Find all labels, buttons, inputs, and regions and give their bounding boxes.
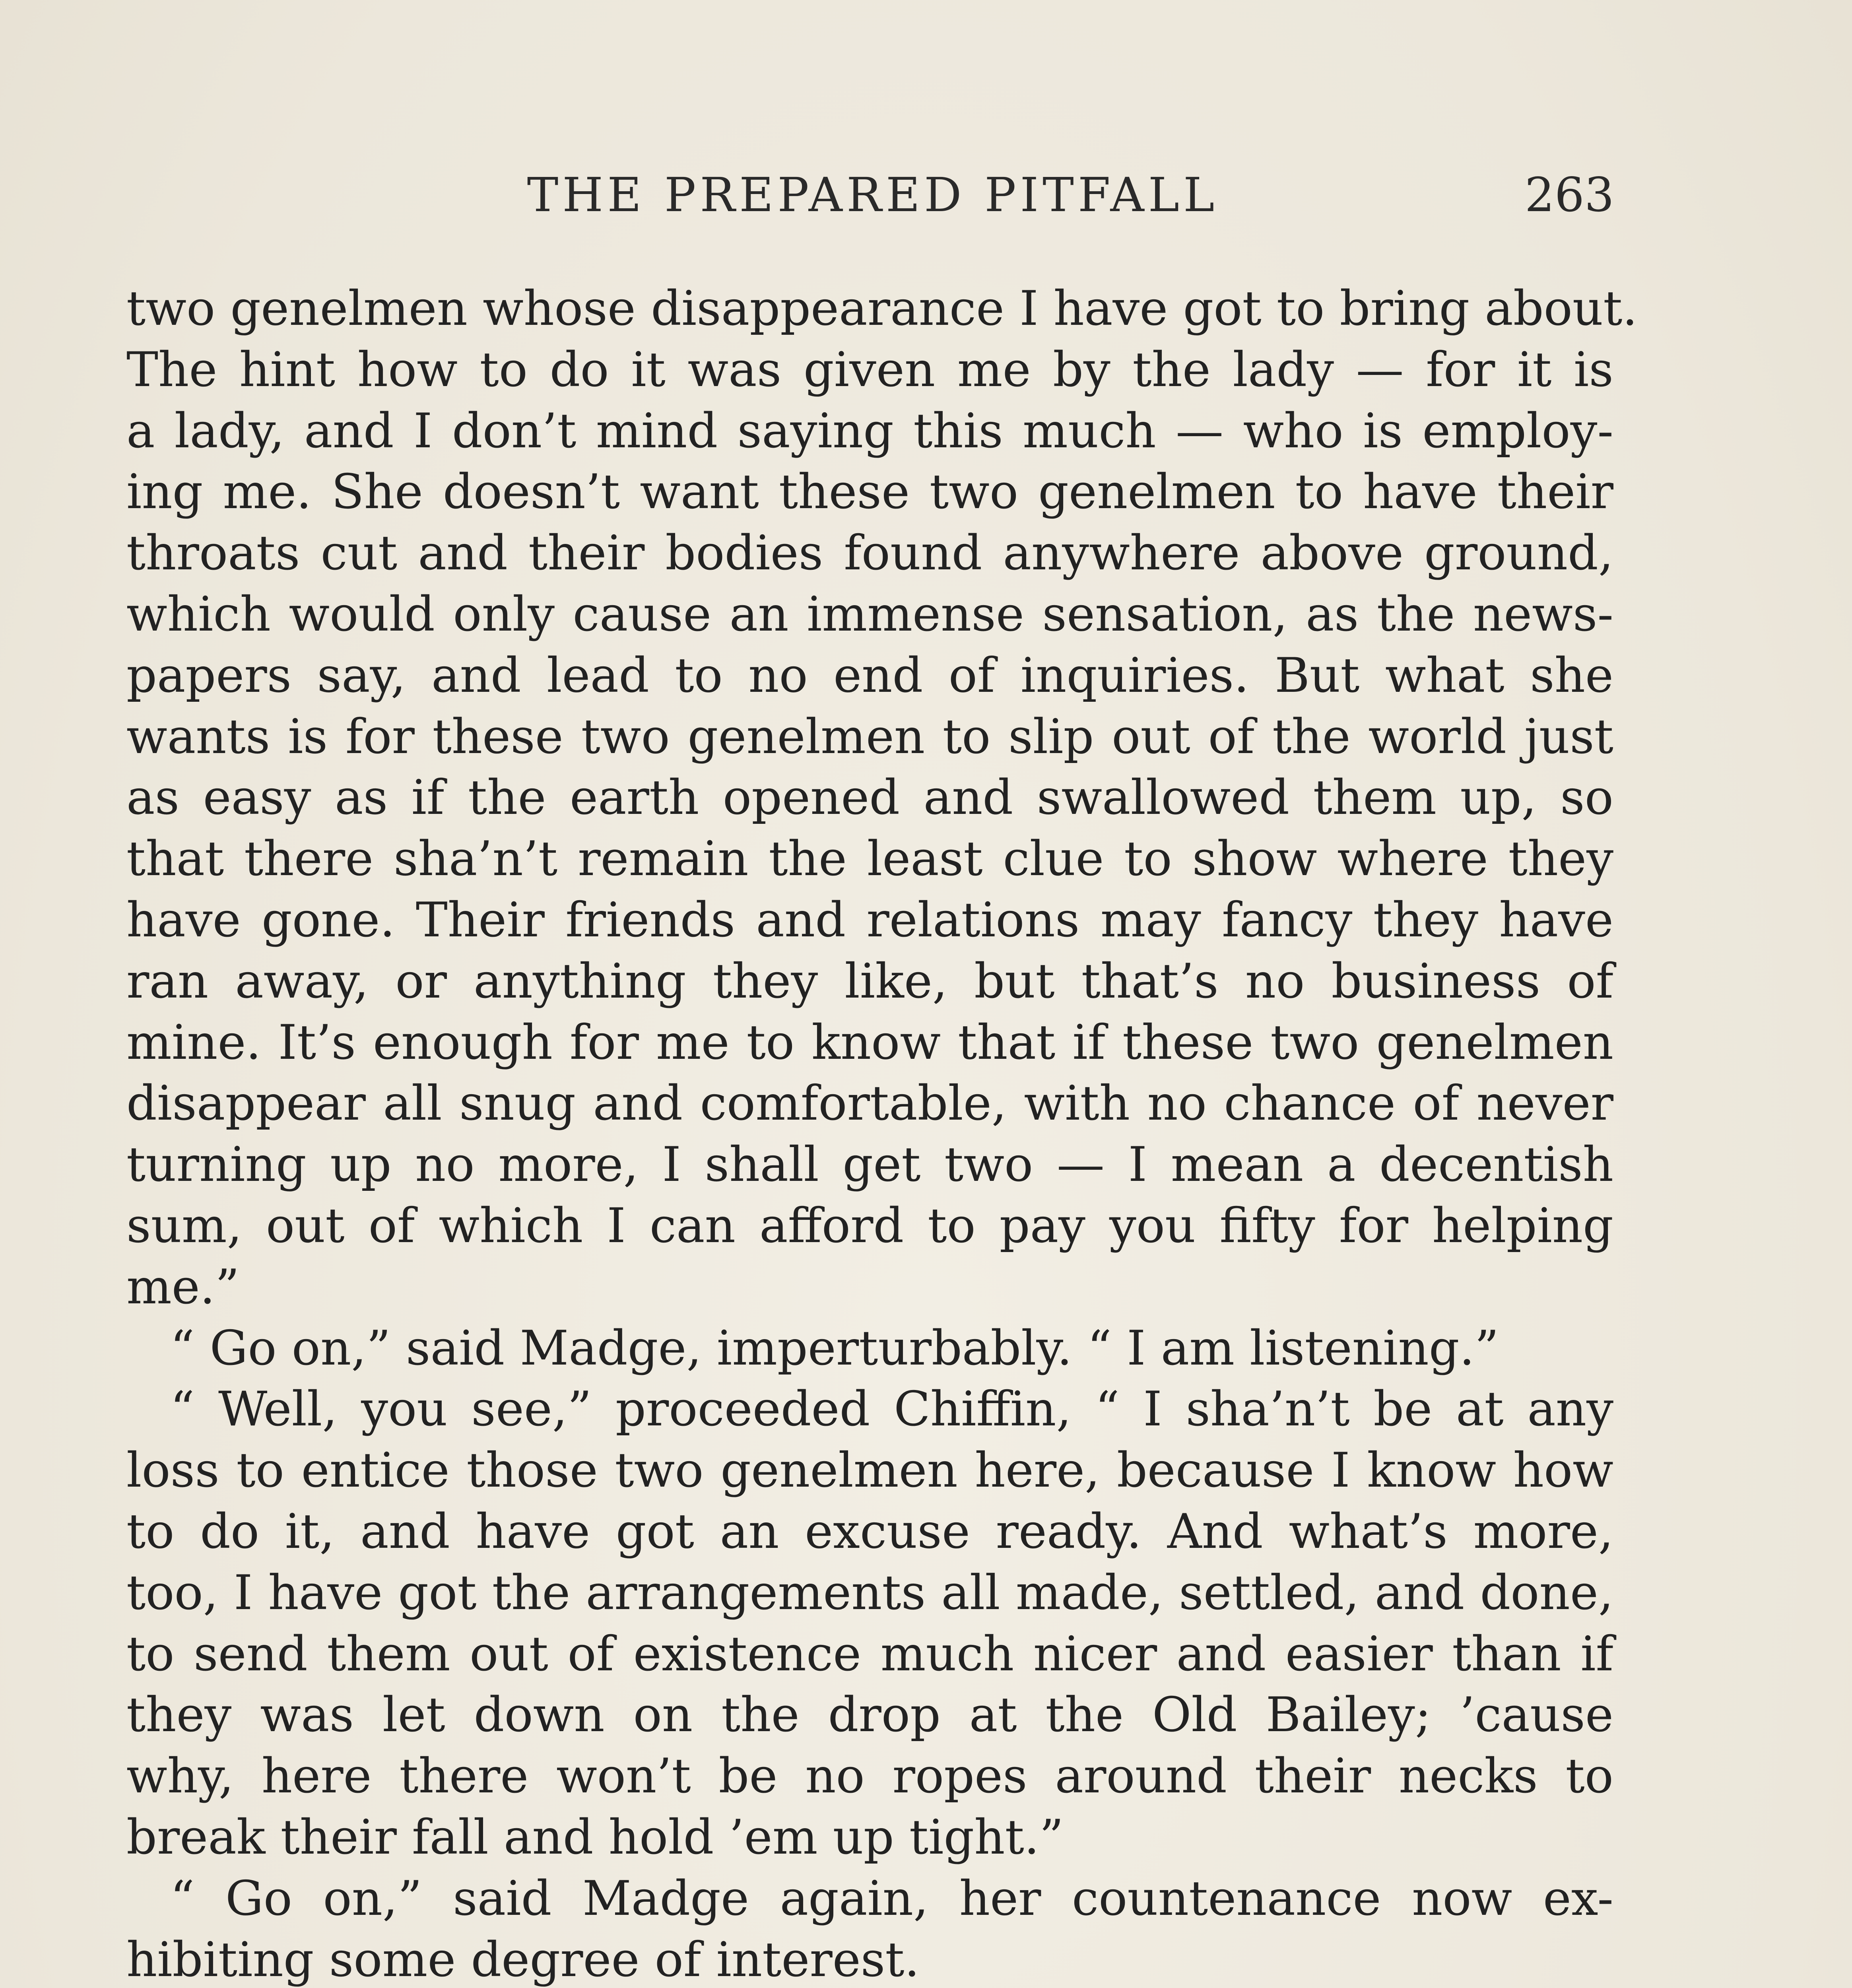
text-line: The hint how to do it was given me by the lady — for it is <box>126 342 1613 398</box>
text-line: “ Well, you see,” proceeded Chiffin, “ I sha’n’t be at any <box>170 1382 1613 1437</box>
text-line: that there sha’n’t remain the least clue to show where they <box>126 831 1613 887</box>
text-line: sum, out of which I can afford to pay you fifty for helping <box>126 1198 1613 1254</box>
text-line: ing me. She doesn’t want these two genelmen to have their <box>126 464 1613 520</box>
text-line: two genelmen whose disappearance I have got to bring about. <box>126 281 1638 336</box>
text-line: mine. It’s enough for me to know that if these two genelmen <box>126 1015 1613 1070</box>
running-head <box>131 163 1614 243</box>
text-line: to send them out of existence much nicer and easier than if <box>126 1626 1613 1682</box>
text-line: “ Go on,” said Madge, imperturbably. “ I am listening.” <box>170 1320 1499 1376</box>
text-line: why, here there won’t be no ropes around their necks to <box>126 1749 1613 1804</box>
text-line: a lady, and I don’t mind saying this much — who is employ- <box>126 403 1613 459</box>
text-line: too, I have got the arrangements all made, settled, and done, <box>126 1565 1613 1621</box>
text-line: ran away, or anything they like, but that’s no business of <box>126 953 1613 1009</box>
text-line: disappear all snug and comfortable, with no chance of never <box>126 1076 1613 1132</box>
text-line: turning up no more, I shall get two — I mean a decentish <box>126 1137 1613 1193</box>
text-line: which would only cause an immense sensation, as the news- <box>126 586 1613 642</box>
running-title: THE PREPARED PITFALL <box>527 167 1219 222</box>
text-line: loss to entice those two genelmen here, because I know how <box>126 1443 1613 1499</box>
text-line: wants is for these two genelmen to slip out of the world just <box>126 709 1613 765</box>
body-text <box>126 278 1638 1988</box>
text-line: to do it, and have got an excuse ready. And what’s more, <box>126 1504 1613 1559</box>
text-line: they was let down on the drop at the Old Bailey; ’cause <box>126 1687 1613 1743</box>
text-line: have gone. Their friends and relations may fancy they have <box>126 892 1613 948</box>
page-number: 263 <box>1524 167 1614 222</box>
text-line: as easy as if the earth opened and swallowed them up, so <box>126 770 1613 826</box>
text-line: “ Go on,” said Madge again, her countenance now ex- <box>170 1871 1613 1926</box>
text-line: break their fall and hold ’em up tight.” <box>126 1809 1064 1865</box>
text-line: papers say, and lead to no end of inquiries. But what she <box>126 648 1613 703</box>
text-line: me.” <box>126 1259 240 1315</box>
text-line: throats cut and their bodies found anywhere above ground, <box>126 526 1613 581</box>
text-line: hibiting some degree of interest. <box>126 1932 920 1988</box>
